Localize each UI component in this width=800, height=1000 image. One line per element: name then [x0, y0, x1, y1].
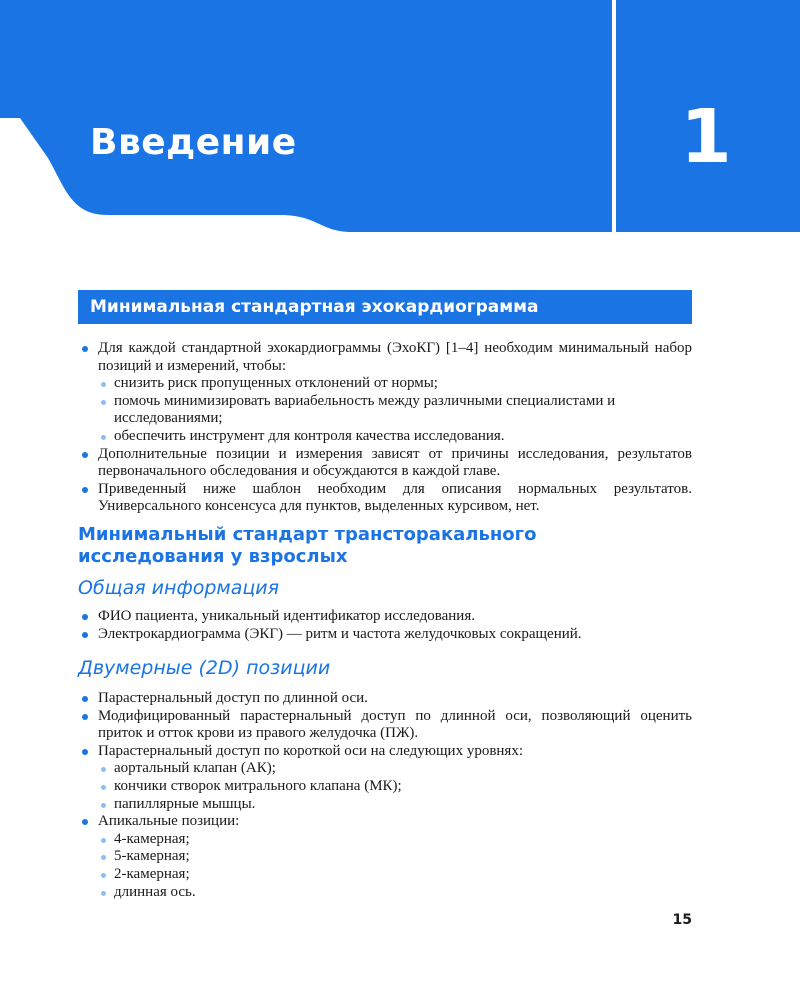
sublist-item: 2-камерная; — [98, 866, 692, 884]
list-item: ФИО пациента, уникальный идентификатор исследования. — [78, 608, 692, 626]
chapter-number: 1 — [680, 94, 732, 180]
sublist-item: помочь минимизировать вариабельность между различными специалистами и исследованиями; — [98, 393, 692, 428]
sublist-item: 5-камерная; — [98, 848, 692, 866]
sublist-item: обеспечить инструмент для контроля качества исследования. — [98, 428, 692, 446]
list-item: Приведенный ниже шаблон необходим для описания нормальных результатов. Универсального консенсуса для пунктов, выделенных курсивом, нет. — [78, 481, 692, 516]
sublist-item: 4-камерная; — [98, 831, 692, 849]
list-item: Для каждой стандартной эхокардиограммы (ЭхоКГ) [1–4] необходим минимальный набор позиций и измерений, чтобы: снизить риск пропущенных отклонений от нормы; помочь минимизировать вариабельность между различными специалистами и исследованиями; обеспечить инструмент для контроля качества исследования. — [78, 340, 692, 446]
section-title: Минимальная стандартная эхокардиограмма — [78, 290, 692, 324]
page-number: 15 — [672, 912, 692, 928]
views-2d-list — [78, 690, 692, 901]
chapter-title: Введение — [90, 122, 297, 163]
sublist-item: папиллярные мышцы. — [98, 796, 692, 814]
sublist-item: кончики створок митрального клапана (МК); — [98, 778, 692, 796]
sublist-item: аортальный клапан (АК); — [98, 760, 692, 778]
intro-list — [78, 340, 692, 516]
list-item: Электрокардиограмма (ЭКГ) — ритм и частота желудочковых сокращений. — [78, 626, 692, 644]
list-item: Дополнительные позиции и измерения зависят от причины исследования, результатов первоначального обследования и обсуждаются в каждой главе. — [78, 446, 692, 481]
list-item: Парастернальный доступ по короткой оси на следующих уровнях: аортальный клапан (АК); кончики створок митрального клапана (МК); папиллярные мышцы. — [78, 743, 692, 813]
general-info-list — [78, 608, 692, 643]
views-2d-title: Двумерные (2D) позиции — [78, 657, 331, 679]
list-item: Апикальные позиции: 4-камерная; 5-камерная; 2-камерная; длинная ось. — [78, 813, 692, 901]
general-info-title: Общая информация — [78, 577, 280, 599]
subsection-title: Минимальный стандарт трансторакального исследования у взрослых — [78, 524, 537, 567]
list-item: Парастернальный доступ по длинной оси. — [78, 690, 692, 708]
sublist-item: длинная ось. — [98, 884, 692, 902]
list-item: Модифицированный парастернальный доступ по длинной оси, позволяющий оценить приток и отток крови из правого желудочка (ПЖ). — [78, 708, 692, 743]
sublist-item: снизить риск пропущенных отклонений от нормы; — [98, 375, 692, 393]
